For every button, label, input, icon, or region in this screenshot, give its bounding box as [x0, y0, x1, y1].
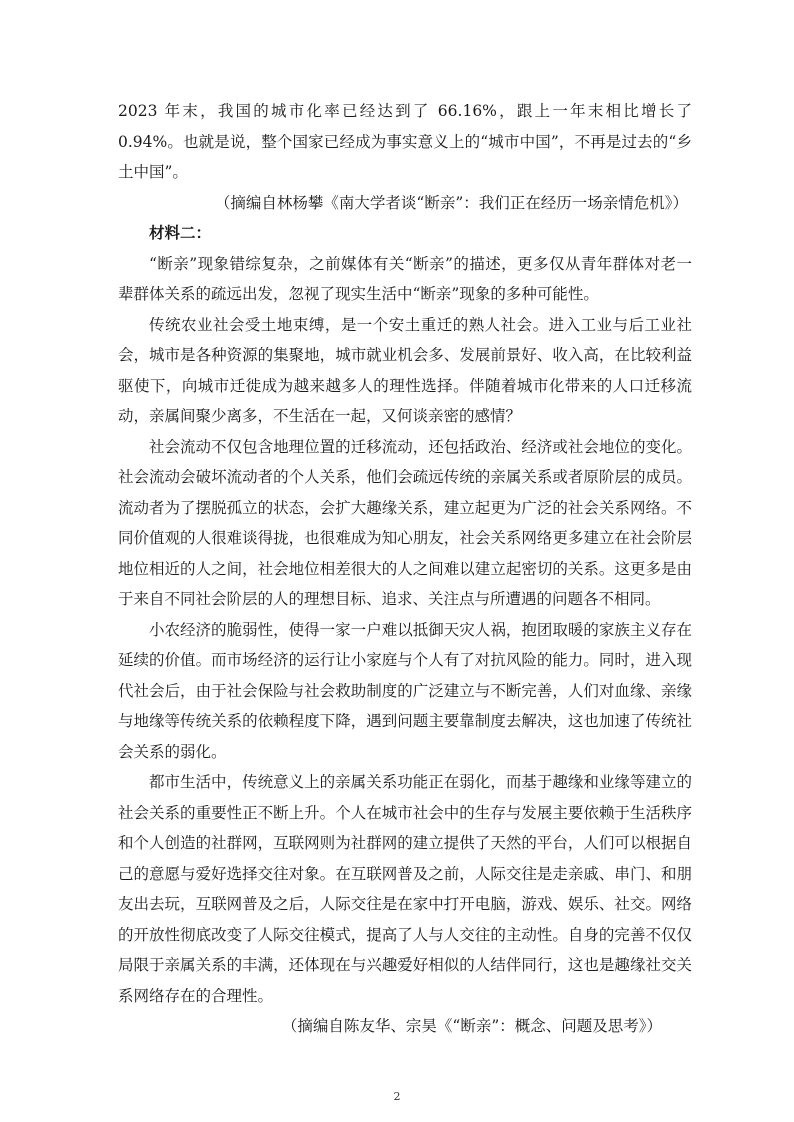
- document-body: [118, 96, 692, 1042]
- section-heading: 材料二：: [149, 223, 212, 242]
- body-paragraph-4: 小农经济的脆弱性，使得一家一户难以抵御天灾人祸，抱团取暖的家族主义存在延续的价值。而市场经济的运行让小家庭与个人有了对抗风险的能力。同时，进入现代社会后，由于社会保险与社会救助制度的广泛建立与不断完善，人们对血缘、亲缘与地缘等传统关系的依赖程度下降，遇到问题主要靠制度去解决，这也加速了传统社会关系的弱化。: [118, 620, 692, 761]
- page-number: 2: [393, 1090, 401, 1103]
- body-paragraph-1: “断亲”现象错综复杂，之前媒体有关“断亲”的描述，更多仅从青年群体对老一辈群体关系的疏远出发，忽视了现实生活中“断亲”现象的多种可能性。: [118, 254, 692, 303]
- intro-paragraph: 2023 年末，我国的城市化率已经达到了 66.16%，跟上一年末相比增长了 0.94%。也就是说，整个国家已经成为事实意义上的“城市中国”，不再是过去的“乡土中国”。: [118, 102, 692, 181]
- body-paragraph-5: 都市生活中，传统意义上的亲属关系功能正在弱化，而基于趣缘和业缘等建立的社会关系的重要性正不断上升。个人在城市社会中的生存与发展主要依赖于生活秩序和个人创造的社群网，互联网则为社群网的建立提供了天然的平台，人们可以根据自己的意愿与爱好选择交往对象。在互联网普及之前，人际交往是走亲戚、串门、和朋友出去玩，互联网普及之后，人际交往是在家中打开电脑，游戏、娱乐、社交。网络的开放性彻底改变了人际交往模式，提高了人与人交往的主动性。自身的完善不仅仅局限于亲属关系的丰满，还体现在与兴趣爱好相似的人结伴同行，这也是趣缘社交关系网络存在的合理性。: [118, 773, 692, 1005]
- source-citation-2: （摘编自陈友华、宗昊《“断亲”：概念、问题及思考》）: [281, 1017, 662, 1035]
- source-citation-1: （摘编自林杨攀《南大学者谈“断亲”：我们正在经历一场亲情危机》）: [214, 193, 688, 212]
- body-paragraph-3: 社会流动不仅包含地理位置的迁移流动，还包括政治、经济或社会地位的变化。社会流动会破坏流动者的个人关系，他们会疏远传统的亲属关系或者原阶层的成员。流动者为了摆脱孤立的状态，会扩大趣缘关系，建立起更为广泛的社会关系网络。不同价值观的人很难谈得拢，也很难成为知心朋友，社会关系网络更多建立在社会阶层地位相近的人之间，社会地位相差很大的人之间难以建立起密切的关系。这更多是由于来自不同社会阶层的人的理想目标、追求、关注点与所遭遇的问题各不相同。: [118, 437, 692, 608]
- body-paragraph-2: 传统农业社会受土地束缚，是一个安土重迁的熟人社会。进入工业与后工业社会，城市是各种资源的集聚地，城市就业机会多、发展前景好、收入高，在比较利益驱使下，向城市迁徙成为越来越多人的理性选择。伴随着城市化带来的人口迁移流动，亲属间聚少离多，不生活在一起，又何谈亲密的感情？: [118, 315, 692, 425]
